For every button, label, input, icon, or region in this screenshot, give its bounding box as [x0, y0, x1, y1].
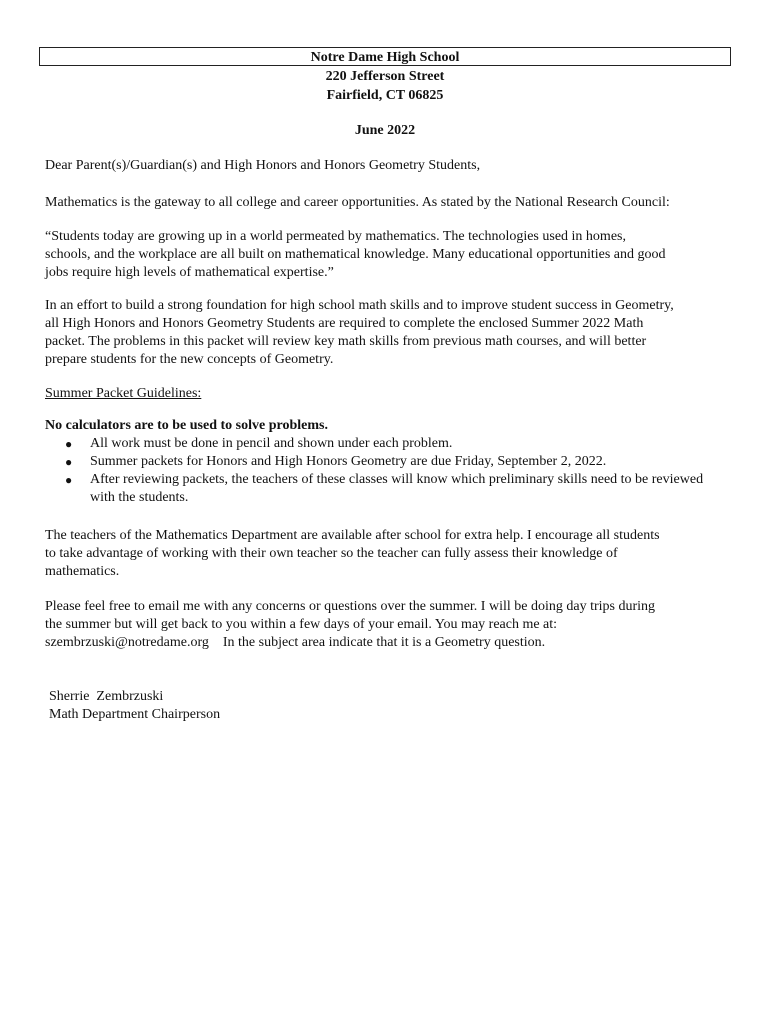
teachers-line: to take advantage of working with their own teacher so the teacher can fully assess their knowledge of	[45, 546, 618, 561]
letter-date: June 2022	[354, 123, 416, 138]
teachers-line: The teachers of the Mathematics Department are available after school for extra help. I encourage all students	[45, 528, 660, 543]
school-name: Notre Dame High School	[310, 50, 460, 65]
signature-name: Sherrie Zembrzuski	[49, 689, 164, 704]
bullet-icon: ●	[65, 437, 73, 451]
school-street: 220 Jefferson Street	[325, 69, 445, 84]
guideline-text: After reviewing packets, the teachers of these classes will know which preliminary skills need to be reviewed with the students.	[90, 472, 704, 505]
effort-line: all High Honors and Honors Geometry Students are required to complete the enclosed Summer 2022 Math	[45, 316, 644, 331]
effort-paragraph	[45, 297, 735, 369]
guideline-text: All work must be done in pencil and shown under each problem.	[90, 436, 453, 451]
contact-line: szembrzuski@notredame.org In the subject area indicate that it is a Geometry question.	[45, 635, 546, 650]
contact-paragraph	[45, 598, 735, 652]
guidelines-heading: Summer Packet Guidelines:	[45, 386, 202, 401]
effort-line: In an effort to build a strong foundation for high school math skills and to improve student success in Geometry,	[45, 298, 674, 313]
guideline-item	[45, 453, 725, 471]
quote-line: schools, and the workplace are all built on mathematical knowledge. Many educational opportunities and good	[45, 247, 666, 262]
intro-paragraph: Mathematics is the gateway to all college and career opportunities. As stated by the National Research Council:	[45, 195, 670, 210]
guidelines-list	[45, 435, 725, 507]
quote-paragraph	[45, 228, 735, 282]
effort-line: prepare students for the new concepts of Geometry.	[45, 352, 334, 367]
no-calculators-rule: No calculators are to be used to solve problems.	[45, 418, 328, 433]
guideline-item	[45, 435, 725, 453]
contact-line: Please feel free to email me with any concerns or questions over the summer. I will be doing day trips during	[45, 599, 656, 614]
guideline-item	[45, 471, 725, 507]
quote-line: “Students today are growing up in a world permeated by mathematics. The technologies used in homes,	[45, 229, 626, 244]
signature-block	[49, 688, 739, 724]
guideline-text: Summer packets for Honors and High Honors Geometry are due Friday, September 2, 2022.	[90, 454, 607, 469]
signature-title: Math Department Chairperson	[49, 707, 221, 722]
school-city: Fairfield, CT 06825	[326, 88, 444, 103]
teachers-paragraph	[45, 527, 735, 581]
greeting: Dear Parent(s)/Guardian(s) and High Honors and Honors Geometry Students,	[45, 158, 481, 173]
teachers-line: mathematics.	[45, 564, 120, 579]
bullet-icon: ●	[65, 455, 73, 469]
bullet-icon: ●	[65, 473, 73, 487]
contact-line: the summer but will get back to you within a few days of your email. You may reach me at:	[45, 617, 558, 632]
quote-line: jobs require high levels of mathematical expertise.”	[45, 265, 334, 280]
effort-line: packet. The problems in this packet will review key math skills from previous math courses, and will better	[45, 334, 647, 349]
